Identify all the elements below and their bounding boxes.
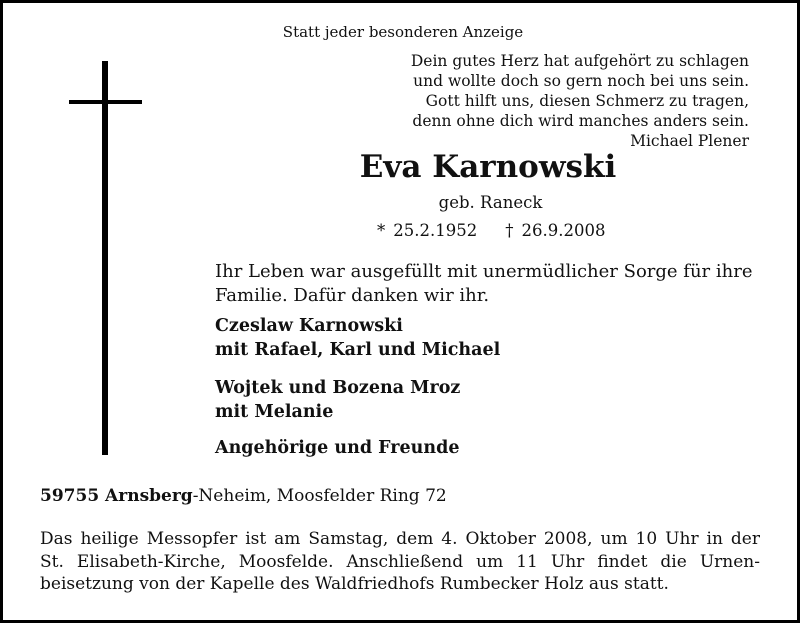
cross-icon-bar <box>69 100 142 104</box>
tribute-line: Familie. Dafür danken wir ihr. <box>215 285 490 306</box>
poem-line: Dein gutes Herz hat aufgehört zu schlagen <box>410 52 749 70</box>
poem <box>411 51 749 151</box>
notice-header: Statt jeder besonderen Anzeige <box>282 23 524 41</box>
mourner-line: Wojtek und Bozena Mroz <box>215 378 461 398</box>
tribute-line: Ihr Leben war ausgefüllt mit unermüdlicher Sorge für ihre <box>215 261 753 282</box>
tribute-text <box>215 260 775 308</box>
cross-icon <box>102 61 108 455</box>
born-name: geb. Raneck <box>438 193 543 212</box>
mourner-group <box>215 376 460 424</box>
poem-line: und wollte doch so gern noch bei uns sein. <box>413 72 749 90</box>
birth-symbol-icon: * <box>377 221 386 240</box>
poem-line: denn ohne dich wird manches anders sein. <box>412 112 749 130</box>
deceased-name: Eva Karnowski <box>359 149 617 185</box>
mourner-line: mit Rafael, Karl und Michael <box>215 340 501 360</box>
life-dates <box>377 221 605 240</box>
service-line: Das heilige Messopfer ist am Samstag, dem 4. Oktober 2008, um 10 Uhr in der <box>40 529 760 549</box>
mourner-group <box>215 436 459 460</box>
mourner-line: Czeslaw Karnowski <box>215 316 403 336</box>
service-line: beisetzung von der Kapelle des Waldfriedhofs Rumbecker Holz aus statt. <box>40 574 669 594</box>
address-street: -Neheim, Moosfelder Ring 72 <box>192 486 447 506</box>
mourner-group <box>215 314 500 362</box>
death-cross-icon: † <box>505 221 514 240</box>
poem-author: Michael Plener <box>630 132 749 150</box>
service-info <box>40 528 760 596</box>
address-postal-city: 59755 Arnsberg <box>40 486 193 506</box>
birth-date: 25.2.1952 <box>393 221 478 240</box>
poem-line: Gott hilft uns, diesen Schmerz zu tragen, <box>425 92 749 110</box>
mourner-line: mit Melanie <box>215 402 334 422</box>
address <box>40 486 447 506</box>
death-date: 26.9.2008 <box>521 221 606 240</box>
service-line: St. Elisabeth-Kirche, Moosfelde. Anschließend um 11 Uhr findet die Urnen- <box>40 551 760 572</box>
mourner-line: Angehörige und Freunde <box>215 438 460 458</box>
